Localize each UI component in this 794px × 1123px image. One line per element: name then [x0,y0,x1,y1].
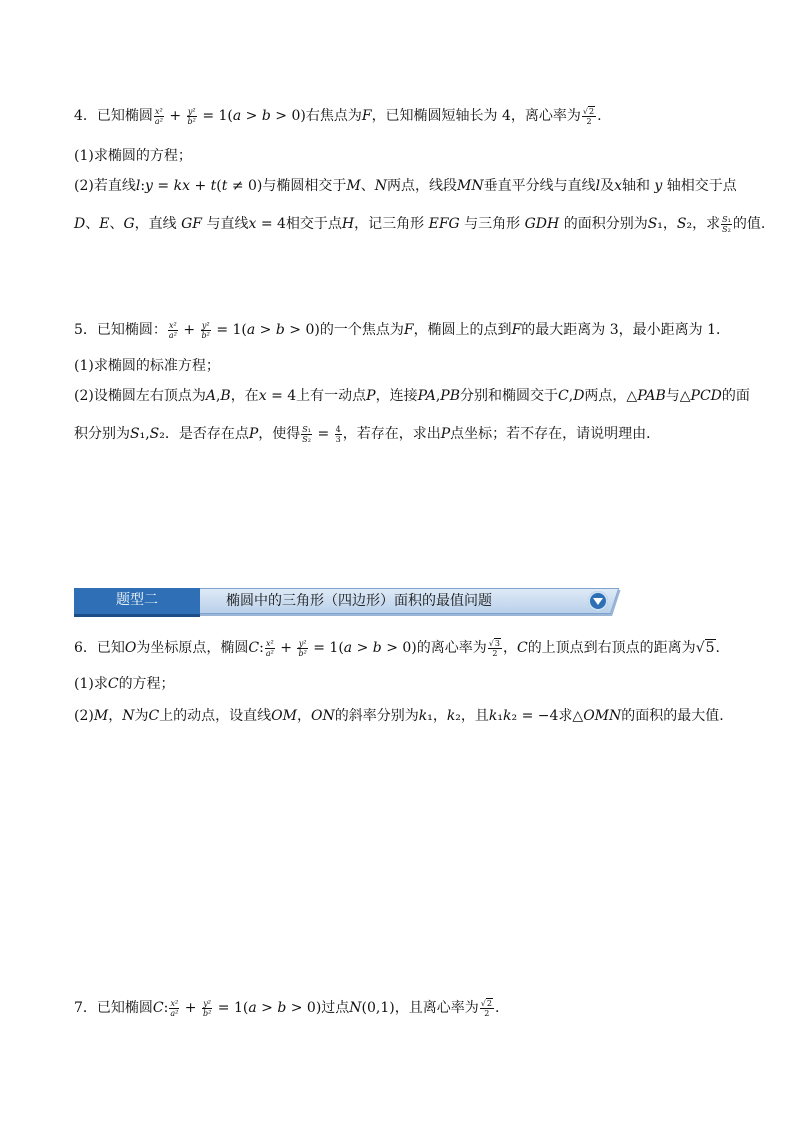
p4-text-c: ，已知椭圆短轴长为 4，离心率为 [371,108,581,124]
p4-text-b: 右焦点为 [305,108,362,124]
problem-4-part-2-cont: D、E、G，直线 GF 与直线x = 4相交于点H，记三角形 EFG 与三角形 GDH 的面积分别为S₁，S₂，求 $\frac{\text{S₁}}{\text{S₂}}$ 的值. [74,214,766,234]
problem-5-statement: 5．已知椭圆： $\frac{\text{x²}}{\text{a²}}$ + $\frac{\text{y²}}{\text{b²}}$ = 1(a > b > 0)的一个焦点为F，椭圆上的点到F的最大距离为 3，最小距离为 1． [74,320,730,340]
problem-4-part-2: (2)若直线l:y = kx + t(t ≠ 0)与椭圆相交于M、N两点，线段MN垂直平分线与直线l及x轴和 y 轴相交于点 [74,178,737,194]
problem-6-part-1: (1)求C的方程； [74,676,175,692]
problem-4-part-1: (1)求椭圆的方程； [74,148,192,164]
section-title: 椭圆中的三角形（四边形）面积的最值问题 [226,593,492,609]
eccentricity-value: $\frac{√2}{2}$ [582,106,595,126]
problem-6-part-2: (2)M，N为C上的动点，设直线OM，ON的斜率分别为k₁，k₂，且k₁k₂ = −4求△OMN的面积的最大值. [74,708,724,724]
ellipse-equation: $\frac{\text{x²}}{\text{a²}}$ + $\frac{\text{y²}}{\text{b²}}$ = 1(a > b > 0) [154,106,306,126]
section-banner [74,588,614,614]
chevron-down-icon[interactable] [588,591,608,611]
section-tag: 题型二 [74,588,200,617]
problem-5-part-1: (1)求椭圆的标准方程； [74,358,220,374]
problem-6-statement: 6．已知O为坐标原点，椭圆C: $\frac{\text{x²}}{\text{a²}}$ + $\frac{\text{y²}}{\text{b²}}$ = 1(a > b > 0)的离心率为 $\frac{√3}{2}$ ，C的上顶点到右顶点的距离为√5. [74,638,720,658]
problem-5-part-2: (2)设椭圆左右顶点为A,B，在x = 4上有一动点P，连接PA,PB分别和椭圆交于C,D两点，△PAB与△PCD的面 [74,388,750,404]
problem-4-statement: 4．已知椭圆 $\frac{\text{x²}}{\text{a²}}$ + $\frac{\text{y²}}{\text{b²}}$ = 1(a > b > 0)右焦点为F，已知椭圆短轴长为 4，离心率为 $\frac{√2}{2}$ . [74,106,602,126]
problem-7-statement: 7．已知椭圆C: $\frac{\text{x²}}{\text{a²}}$ + $\frac{\text{y²}}{\text{b²}}$ = 1(a > b > 0)过点N(0,1)，且离心率为 $\frac{√2}{2}$ . [74,998,500,1018]
problem-5-part-2-cont: 积分别为S₁,S₂．是否存在点P，使得 $\frac{\text{S₁}}{\text{S₂}}$ = $\frac{4}{3}$ ，若存在，求出P点坐标；若不存在，请说明理由． [74,424,661,444]
p4-text-a: 4．已知椭圆 [74,108,153,124]
